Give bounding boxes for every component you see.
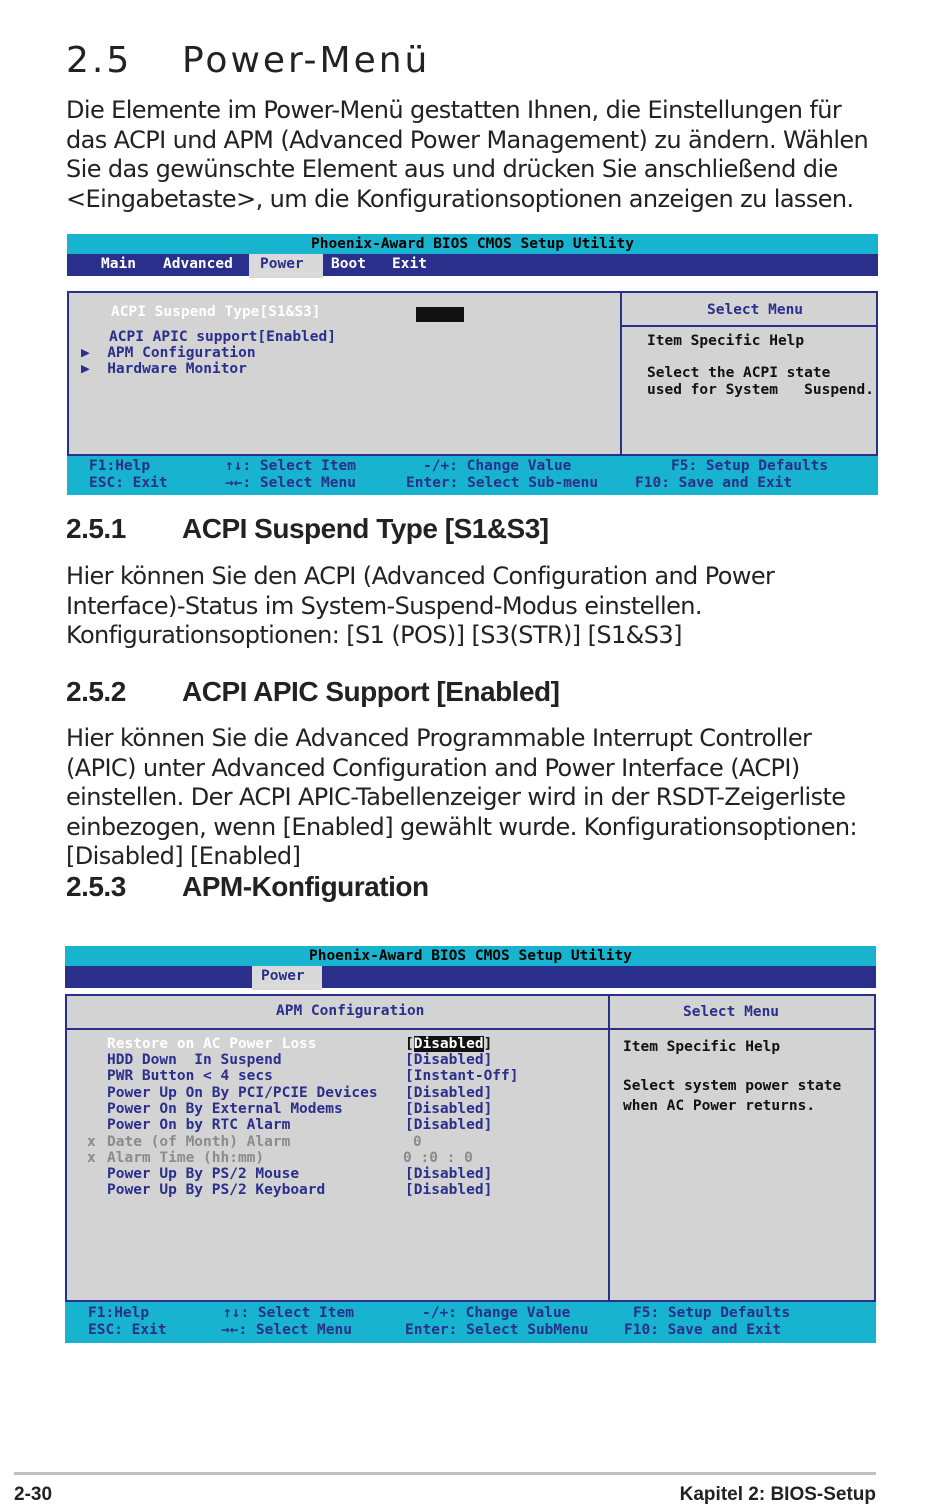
- key-f1-help: F1:Help: [89, 458, 151, 474]
- heading-number: 2.5.3: [66, 871, 126, 902]
- key-save-exit: F10: Save and Exit: [635, 475, 793, 491]
- item-restore-ac-power-loss[interactable]: [107, 1036, 317, 1052]
- key-esc-exit: ESC: Exit: [89, 475, 168, 491]
- menu-tab-power[interactable]: Power: [249, 254, 323, 278]
- bios-footer: [65, 1302, 876, 1343]
- item-apm-configuration[interactable]: [81, 345, 256, 361]
- panel-title: APM Configuration: [276, 1003, 425, 1019]
- bios-menu-bar: [67, 254, 878, 276]
- heading-text: APM-Konfiguration: [182, 871, 429, 902]
- help-title: Select Menu: [707, 302, 804, 318]
- help-subtitle: Item Specific Help: [623, 1039, 781, 1055]
- bios-body: [65, 994, 876, 1302]
- section-name: Power-Menü: [182, 40, 431, 81]
- item-power-up-pci[interactable]: Power Up On By PCI/PCIE Devices: [107, 1085, 378, 1101]
- bios-title-bar: Phoenix-Award BIOS CMOS Setup Utility: [65, 946, 876, 966]
- disabled-mark: x: [87, 1134, 96, 1150]
- heading-apm-configuration: [66, 871, 429, 903]
- item-alarm-time: Alarm Time (hh:mm): [107, 1150, 265, 1166]
- help-line-2: used for System Suspend.: [647, 382, 874, 398]
- footer-rule: [14, 1472, 876, 1475]
- item-label: APM Configuration: [107, 345, 256, 361]
- menu-tab-power[interactable]: Power: [252, 966, 322, 990]
- item-value: Disabled: [413, 1036, 484, 1052]
- item-power-up-mouse[interactable]: Power Up By PS/2 Mouse: [107, 1166, 300, 1182]
- item-label: ACPI Suspend Type: [111, 304, 260, 320]
- help-subtitle: Item Specific Help: [647, 333, 805, 349]
- acpi-apic-paragraph: Hier können Sie die Advanced Programmable Interrupt Controller (APIC) unter Advanced Configuration and Power Interface (ACPI) einstellen. Der ACPI APIC-Tabellenzeiger wird in der RSDT-Zeigerliste einbezogen, wenn [Enabled] gewählt wurde. Konfigurationsoptionen: [Disabled] [Enabled]: [66, 724, 857, 870]
- heading-text: ACPI APIC Support [Enabled]: [182, 676, 560, 707]
- key-setup-defaults: F5: Setup Defaults: [671, 458, 829, 474]
- acpi-suspend-paragraph: Hier können Sie den ACPI (Advanced Configuration and Power Interface)-Status im System-Suspend-Modus einstellen. Konfigurationsoptionen: [S1 (POS)] [S3(STR)] [S1&S3]: [66, 562, 775, 649]
- section-number: 2.5: [66, 40, 133, 81]
- key-save-exit: F10: Save and Exit: [624, 1322, 782, 1338]
- item-value[interactable]: [Disabled]: [405, 1182, 493, 1198]
- heading-acpi-suspend-type: [66, 513, 549, 545]
- item-hardware-monitor[interactable]: [81, 361, 247, 377]
- item-value: 0 :0 : 0: [403, 1150, 473, 1166]
- submenu-arrow-icon: ▶: [81, 345, 108, 361]
- key-select-item: ↑↓: Select Item: [225, 458, 356, 474]
- item-pwr-button[interactable]: PWR Button < 4 secs: [107, 1068, 273, 1084]
- item-acpi-apic-support[interactable]: [109, 329, 336, 345]
- bios-screen-power: [67, 234, 878, 495]
- help-line-1: Select the ACPI state: [647, 365, 831, 381]
- item-value[interactable]: [Disabled]: [405, 1101, 493, 1117]
- key-f1-help: F1:Help: [88, 1305, 150, 1321]
- bios-screen-apm: [65, 946, 876, 1343]
- item-value: [S1&S3]: [259, 304, 321, 320]
- heading-number: 2.5.1: [66, 513, 126, 544]
- key-select-submenu: Enter: Select SubMenu: [405, 1322, 589, 1338]
- item-power-on-rtc[interactable]: Power On by RTC Alarm: [107, 1117, 291, 1133]
- menu-tab-main[interactable]: Main: [101, 256, 136, 272]
- heading-acpi-apic-support: [66, 676, 559, 708]
- help-line-2: when AC Power returns.: [623, 1098, 816, 1114]
- item-label: Restore on AC Power Loss: [107, 1036, 317, 1052]
- item-hdd-down-suspend[interactable]: HDD Down In Suspend: [107, 1052, 282, 1068]
- item-label: Hardware Monitor: [107, 361, 247, 377]
- help-divider: [622, 325, 876, 327]
- bios-title-bar: Phoenix-Award BIOS CMOS Setup Utility: [67, 234, 878, 254]
- heading-number: 2.5.2: [66, 676, 126, 707]
- panel-divider: [620, 293, 622, 454]
- page-number: 2-30: [14, 1484, 53, 1505]
- item-acpi-suspend-type[interactable]: [111, 304, 321, 320]
- item-value[interactable]: [Instant-Off]: [405, 1068, 519, 1084]
- bios-footer: [67, 456, 878, 495]
- submenu-arrow-icon: ▶: [81, 361, 108, 377]
- item-value: 0: [413, 1134, 422, 1150]
- item-power-on-modems[interactable]: Power On By External Modems: [107, 1101, 343, 1117]
- key-select-item: ↑↓: Select Item: [223, 1305, 354, 1321]
- item-label: ACPI APIC support: [109, 329, 258, 345]
- item-date-alarm: Date (of Month) Alarm: [107, 1134, 291, 1150]
- item-value[interactable]: [Disabled]: [405, 1166, 493, 1182]
- bios-menu-bar: [65, 966, 876, 988]
- key-esc-exit: ESC: Exit: [88, 1322, 167, 1338]
- key-change-value: -/+: Change Value: [422, 1305, 571, 1321]
- menu-tab-exit[interactable]: Exit: [392, 256, 427, 272]
- disabled-mark: x: [87, 1150, 96, 1166]
- item-value[interactable]: [Disabled]: [405, 1117, 493, 1133]
- help-line-1: Select system power state: [623, 1078, 842, 1094]
- help-title: Select Menu: [683, 1004, 780, 1020]
- intro-paragraph: Die Elemente im Power-Menü gestatten Ihnen, die Einstellungen für das ACPI und APM (Advanced Power Management) zu ändern. Wählen Sie das gewünschte Element aus und drücken Sie anschließend die <Eingabetaste>, um die Konfigurationsoptionen anzeigen zu lassen.: [66, 96, 869, 213]
- section-title: [66, 40, 430, 81]
- key-select-menu: →←: Select Menu: [221, 1322, 352, 1338]
- menu-tab-advanced[interactable]: Advanced: [163, 256, 233, 272]
- chapter-title: Kapitel 2: BIOS-Setup: [679, 1484, 876, 1505]
- item-value[interactable]: [Disabled]: [405, 1085, 493, 1101]
- key-select-menu: →←: Select Menu: [225, 475, 356, 491]
- menu-tab-boot[interactable]: Boot: [331, 256, 366, 272]
- heading-text: ACPI Suspend Type [S1&S3]: [182, 513, 549, 544]
- bios-body: [67, 291, 878, 456]
- key-change-value: -/+: Change Value: [423, 458, 572, 474]
- panel-divider: [608, 996, 610, 1300]
- item-value[interactable]: [Disabled]: [405, 1052, 493, 1068]
- cursor-block: [416, 307, 464, 322]
- item-value-selected[interactable]: [Disabled]: [405, 1036, 493, 1052]
- item-value: [Enabled]: [257, 329, 336, 345]
- header-divider: [67, 1028, 874, 1030]
- key-setup-defaults: F5: Setup Defaults: [633, 1305, 791, 1321]
- key-select-submenu: Enter: Select Sub-menu: [406, 475, 599, 491]
- item-power-up-keyboard[interactable]: Power Up By PS/2 Keyboard: [107, 1182, 326, 1198]
